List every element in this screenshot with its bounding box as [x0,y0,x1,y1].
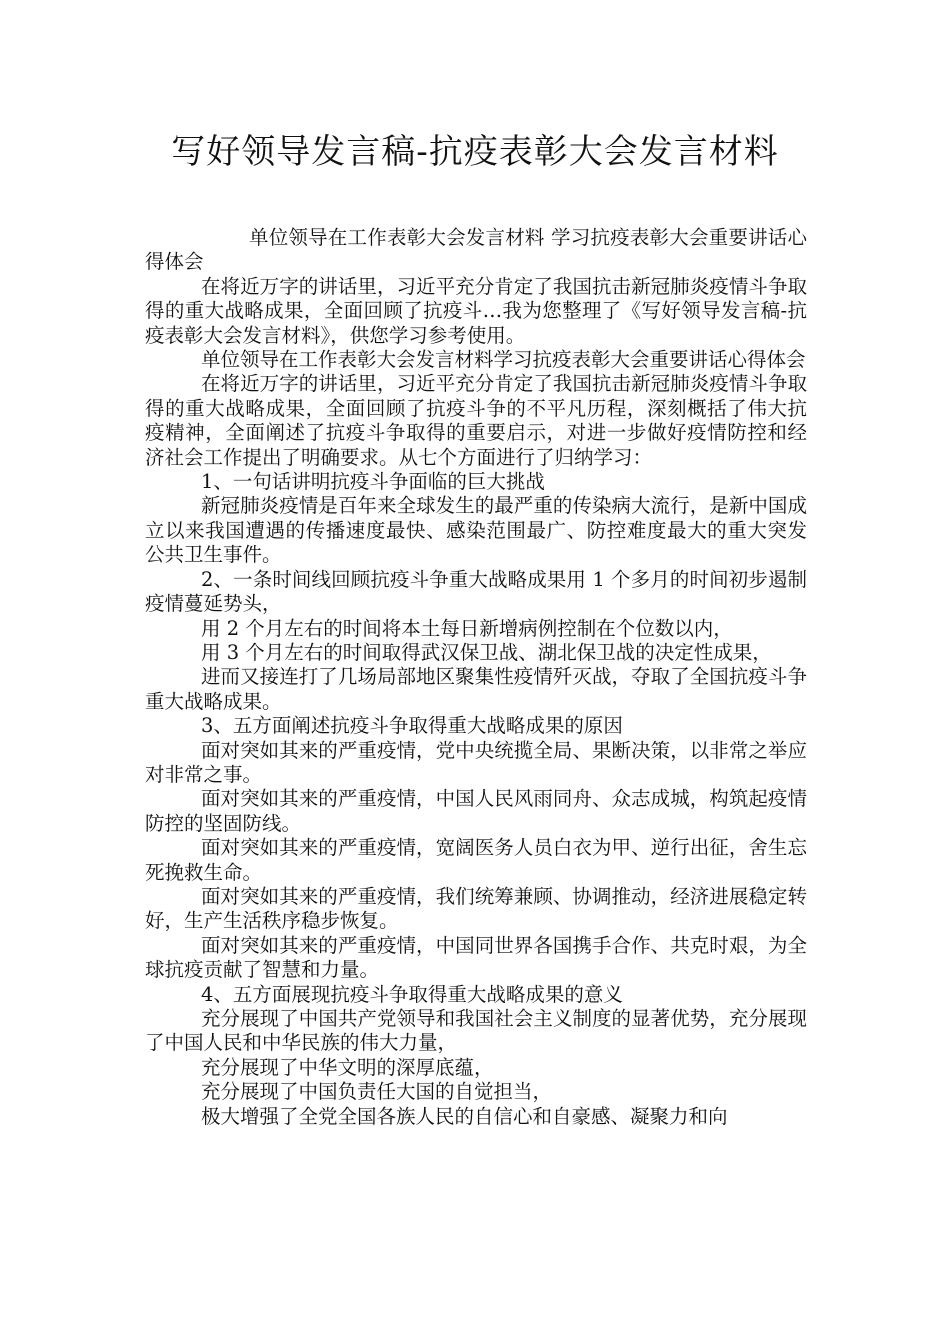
paragraph-5: 新冠肺炎疫情是百年来全球发生的最严重的传染病大流行，是新中国成立以来我国遭遇的传播速度最快、感染范围最广、防控难度最大的重大突发公共卫生事件。 [145,494,807,567]
paragraph-10: 面对突如其来的严重疫情，中国人民风雨同舟、众志成城，构筑起疫情防控的坚固防线。 [145,787,807,835]
paragraph-8: 进而又接连打了几场局部地区聚集性疫情歼灭战，夺取了全国抗疫斗争重大战略成果。 [145,665,807,713]
paragraph-13: 面对突如其来的严重疫情，中国同世界各国携手合作、共克时艰，为全球抗疫贡献了智慧和力量。 [145,933,807,982]
paragraph-4: 在将近万字的讲话里，习近平充分肯定了我国抗击新冠肺炎疫情斗争取得的重大战略成果，全面回顾了抗疫斗争的不平凡历程，深刻概括了伟大抗疫精神，全面阐述了抗疫斗争取得的重要启示，对进一步做好疫情防控和经济社会工作提出了明确要求。从七个方面进行了归纳学习： [145,372,807,469]
paragraph-3: 单位领导在工作表彰大会发言材料学习抗疫表彰大会重要讲话心得体会 [201,348,806,372]
paragraph-7: 用 3 个月左右的时间取得武汉保卫战、湖北保卫战的决定性成果， [201,640,772,664]
paragraph-2: 在将近万字的讲话里，习近平充分肯定了我国抗击新冠肺炎疫情斗争取得的重大战略成果，全面回顾了抗疫斗…我为您整理了《写好领导发言稿-抗疫表彰大会发言材料》，供您学习参考使用。 [145,274,807,347]
section-heading-1: 1、一句话讲明抗疫斗争面临的巨大挑战 [201,470,545,494]
paragraph-14: 充分展现了中国共产党领导和我国社会主义制度的显著优势，充分展现了中国人民和中华民族的伟大力量， [145,1007,807,1055]
section-heading-3: 3、五方面阐述抗疫斗争取得重大战略成果的原因 [201,714,623,738]
document-body [145,226,807,1129]
paragraph-17: 极大增强了全党全国各族人民的自信心和自豪感、凝聚力和向 [201,1104,728,1128]
document-title: 写好领导发言稿-抗疫表彰大会发言材料 [171,132,779,172]
section-heading-2: 2、一条时间线回顾抗疫斗争重大战略成果用 1 个多月的时间初步遏制疫情蔓延势头， [145,567,807,616]
section-heading-4: 4、五方面展现抗疫斗争取得重大战略成果的意义 [201,982,623,1006]
paragraph-12: 面对突如其来的严重疫情，我们统筹兼顾、协调推动，经济进展稳定转好，生产生活秩序稳步恢复。 [145,884,807,933]
paragraph-16: 充分展现了中国负责任大国的自觉担当， [201,1080,553,1104]
paragraph-9: 面对突如其来的严重疫情，党中央统揽全局、果断决策，以非常之举应对非常之事。 [145,738,807,786]
paragraph-1: 单位领导在工作表彰大会发言材料 学习抗疫表彰大会重要讲话心得体会 [145,226,807,274]
paragraph-11: 面对突如其来的严重疫情，宽阔医务人员白衣为甲、逆行出征，舍生忘死挽救生命。 [145,836,807,884]
paragraph-6: 用 2 个月左右的时间将本土每日新增病例控制在个位数以内， [201,616,733,640]
paragraph-15: 充分展现了中华文明的深厚底蕴， [201,1055,494,1079]
